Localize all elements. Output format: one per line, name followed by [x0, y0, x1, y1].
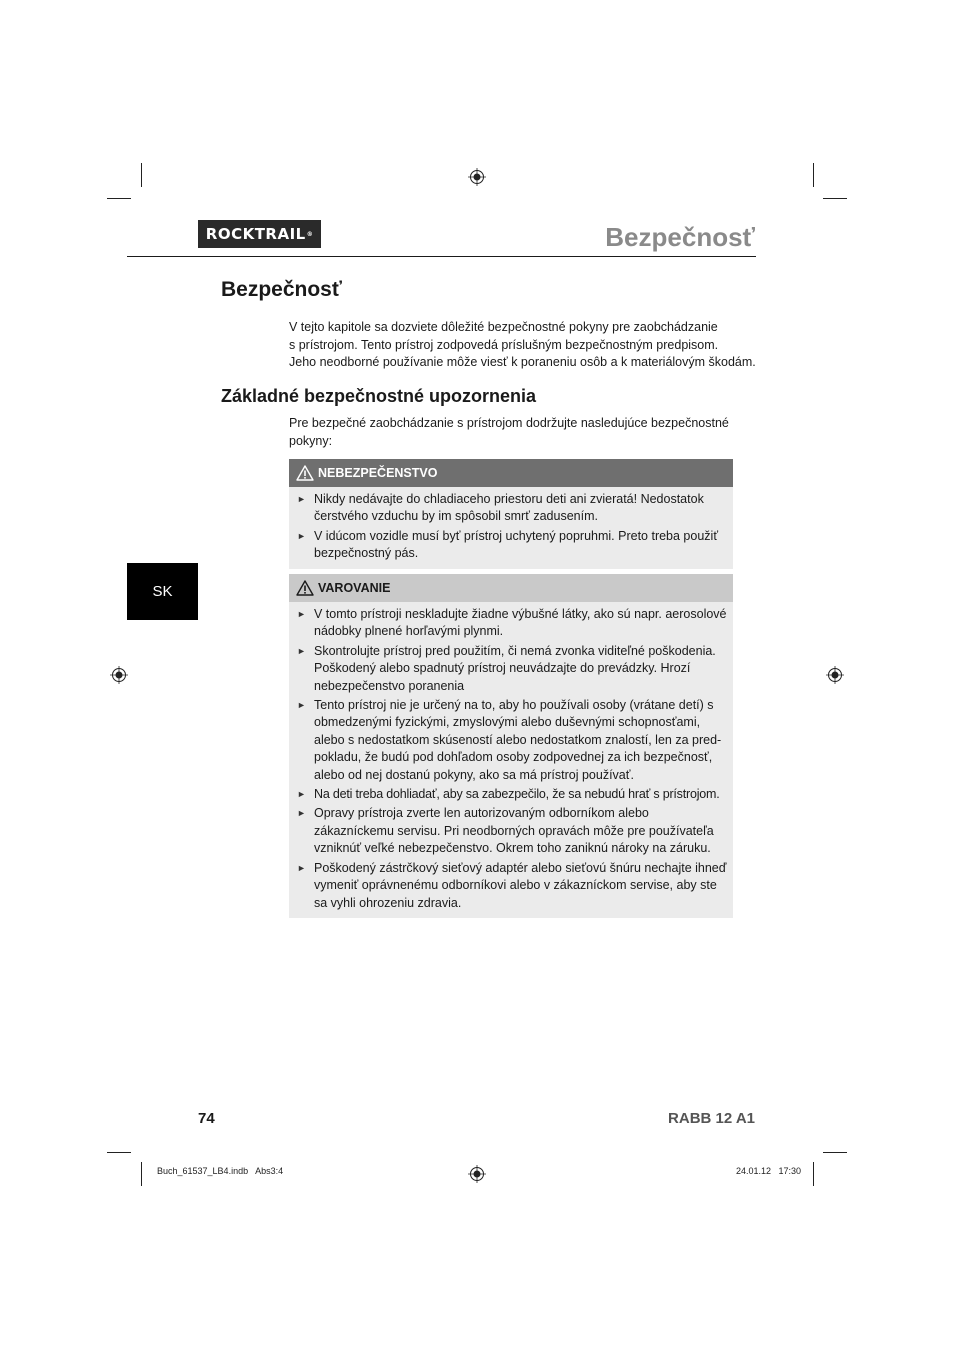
subsection-title: Základné bezpečnostné upozornenia	[221, 386, 537, 406]
intro-paragraph	[289, 319, 756, 372]
language-tab: SK	[127, 563, 198, 620]
sub-intro-line: Pre bezpečné zaobchádzanie s prístrojom dodržujte nasledujúce bezpečnostné	[289, 416, 729, 430]
danger-box	[289, 459, 733, 569]
warning-triangle-icon	[296, 580, 314, 596]
slug-file-info: Buch_61537_LB4.indb Abs3:4	[157, 1166, 284, 1176]
warning-label: VAROVANIE	[318, 581, 391, 595]
page-number: 74	[198, 1110, 215, 1127]
list-item-text: Opravy prístroja zverte len autorizovaným odborníkom alebo zákazníckemu servisu. Pri neodborných opravách môže pre používateľa vzniknúť veľké nebezpečenstvo. Okrem toho zaniknú nároky na záruku.	[314, 806, 714, 856]
bullet-arrow-icon: ►	[297, 609, 306, 619]
brand-logo-text: ROCKTRAIL	[205, 225, 306, 243]
crop-mark	[141, 163, 142, 187]
list-item-text: Poškodený zástrčkový sieťový adaptér alebo sieťovú šnúru nechajte ihneď vymeniť oprávnenému odborníkovi alebo v zákazníckom servise, aby ste sa vyhli ohrozeniu zdravia.	[314, 860, 727, 910]
list-item-text: Na deti treba dohliadať, aby sa zabezpečilo, že sa nebudú hrať s prístrojom.	[314, 787, 720, 802]
warning-box	[289, 574, 733, 918]
crop-mark	[813, 163, 814, 187]
intro-line: V tejto kapitole sa dozviete dôležité bezpečnostné pokyny pre zaobchádzanie	[289, 320, 718, 334]
crop-mark	[823, 198, 847, 199]
list-item	[297, 606, 727, 641]
list-item	[297, 491, 727, 526]
list-item	[297, 860, 727, 912]
warning-triangle-icon	[296, 465, 314, 481]
crop-mark	[823, 1152, 847, 1153]
sub-intro-line: pokyny:	[289, 433, 333, 448]
sub-intro-paragraph	[289, 415, 735, 450]
registration-mark-icon	[110, 666, 128, 684]
brand-logo-mark: ®	[306, 230, 314, 238]
bullet-arrow-icon: ►	[297, 700, 306, 711]
bullet-arrow-icon: ►	[297, 789, 306, 800]
registration-mark-icon	[468, 168, 486, 186]
list-item	[297, 643, 727, 695]
list-item-text: V idúcom vozidle musí byť prístroj uchytený popruhmi. Preto treba použiť bezpečnostný pás.	[314, 528, 719, 561]
bullet-arrow-icon: ►	[297, 862, 306, 873]
danger-label: NEBEZPEČENSTVO	[318, 466, 438, 480]
registration-mark-icon	[468, 1165, 486, 1183]
crop-mark	[107, 198, 131, 199]
brand-logo	[198, 220, 321, 248]
registration-mark-icon	[826, 666, 844, 684]
crop-mark	[813, 1162, 814, 1186]
intro-line: s prístrojom. Tento prístroj zodpovedá príslušným bezpečnostným predpisom.	[289, 337, 719, 352]
bullet-arrow-icon: ►	[297, 494, 306, 504]
warning-box-header	[289, 574, 733, 602]
section-title: Bezpečnosť	[221, 278, 342, 301]
header-title: Bezpečnosť	[605, 222, 755, 252]
intro-line: Jeho neodborné používanie môže viesť k poraneniu osôb a k materiálovým škodám.	[289, 355, 756, 369]
warning-list	[289, 602, 733, 918]
danger-box-header	[289, 459, 733, 487]
bullet-arrow-icon: ►	[297, 645, 306, 656]
header-divider	[127, 256, 756, 257]
list-item-text: Nikdy nedávajte do chladiaceho priestoru deti ani zvieratá! Nedostatok čerstvého vzduchu by im spôsobil smrť zadusením.	[314, 492, 704, 524]
danger-list	[289, 487, 733, 569]
list-item-text: Skontrolujte prístroj pred použitím, či nemá zvonka viditeľné poškodenia. Poškodený alebo spadnutý prístroj neuvádzajte do prevádzky. Hrozí nebezpečenstvo poranenia	[314, 643, 716, 693]
list-item	[297, 805, 727, 857]
crop-mark	[141, 1162, 142, 1186]
slug-date-info: 24.01.12 17:30	[736, 1166, 802, 1176]
list-item	[297, 786, 727, 803]
crop-mark	[107, 1152, 131, 1153]
bullet-arrow-icon: ►	[297, 530, 306, 541]
list-item	[297, 528, 727, 563]
model-name: RABB 12 A1	[668, 1110, 755, 1127]
list-item	[297, 697, 727, 784]
list-item-text: V tomto prístroji neskladujte žiadne výbušné látky, ako sú napr. aerosolové nádobky plnené horľavými plynmi.	[314, 607, 727, 639]
bullet-arrow-icon: ►	[297, 808, 306, 819]
list-item-text: Tento prístroj nie je určený na to, aby ho používali osoby (vrátane detí) s obmedzenými fyzickými, zmyslovými alebo duševnými schopnosťami, alebo s nedostatkom skúseností alebo nedostatkom znalostí, len za pred-pokladu, že budú pod dohľadom osoby zodpovednej za ich bezpečnosť, alebo od nej dostanú pokyny, ako sa má prístroj používať.	[314, 698, 722, 782]
